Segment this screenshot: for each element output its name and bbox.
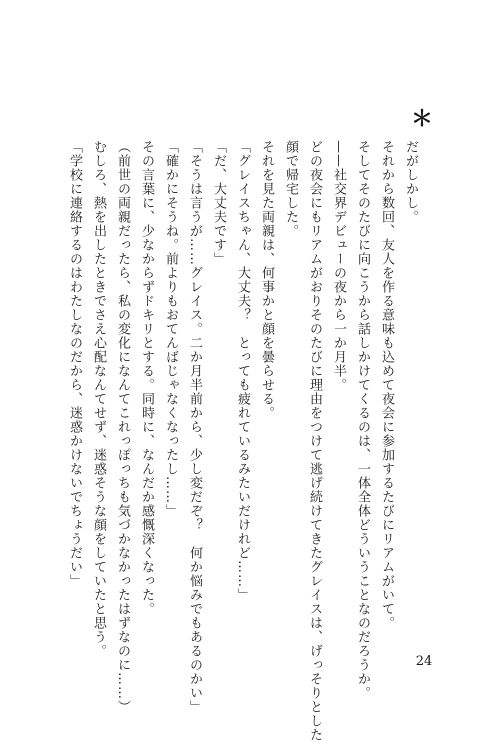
text-line: だがしかし。 [403, 140, 418, 224]
text-line: その言葉に、少なからずドキリとする。同時に、なんだか感慨深くなった。 [139, 140, 154, 616]
text-line: 「そうは言うが……グレイス。二か月半前から、少し変だぞ？ 何か悩みでもあるのかい」 [187, 140, 202, 714]
text-line: 顔で帰宅した。 [283, 140, 298, 238]
text-line: それから数回、友人を作る意味も込めて夜会に参加するたびにリアムがいて。 [379, 140, 394, 630]
scene-break-asterisk: ＊ [411, 106, 434, 132]
text-line: ——社交界デビューの夜から一か月半。 [331, 140, 346, 392]
text-line: （前世の両親だったら、私の変化になんてこれっぽっちも気づかなかったはずなのに……） [115, 140, 130, 714]
text-line: 「だ、大丈夫です」 [211, 140, 226, 266]
text-line: それを見た両親は、何事かと顔を曇らせる。 [259, 140, 274, 420]
text-line: むしろ、熱を出したときでさえ心配なんてせず、迷惑そうな顔をしていたと思う。 [91, 140, 106, 658]
page-number: 24 [415, 654, 433, 669]
body-text [62, 140, 422, 742]
text-line: 「グレイスちゃん、大丈夫？ とっても疲れているみたいだけれど……」 [235, 140, 250, 602]
text-line: どの夜会にもリアムがおりそのたびに理由をつけて逃げ続けてきたグレイスは、げっそりとした [307, 140, 322, 742]
text-line: 「確かにそうね。前よりもおてんばじゃなくなったし……」 [163, 140, 178, 518]
text-line: 「学校に連絡するのはわたしなのだから、迷惑かけないでちょうだい」 [67, 140, 82, 588]
text-line: そしてそのたびに向こうから話しかけてくるのは、一体全体どういうことなのだろうか。 [355, 140, 370, 700]
